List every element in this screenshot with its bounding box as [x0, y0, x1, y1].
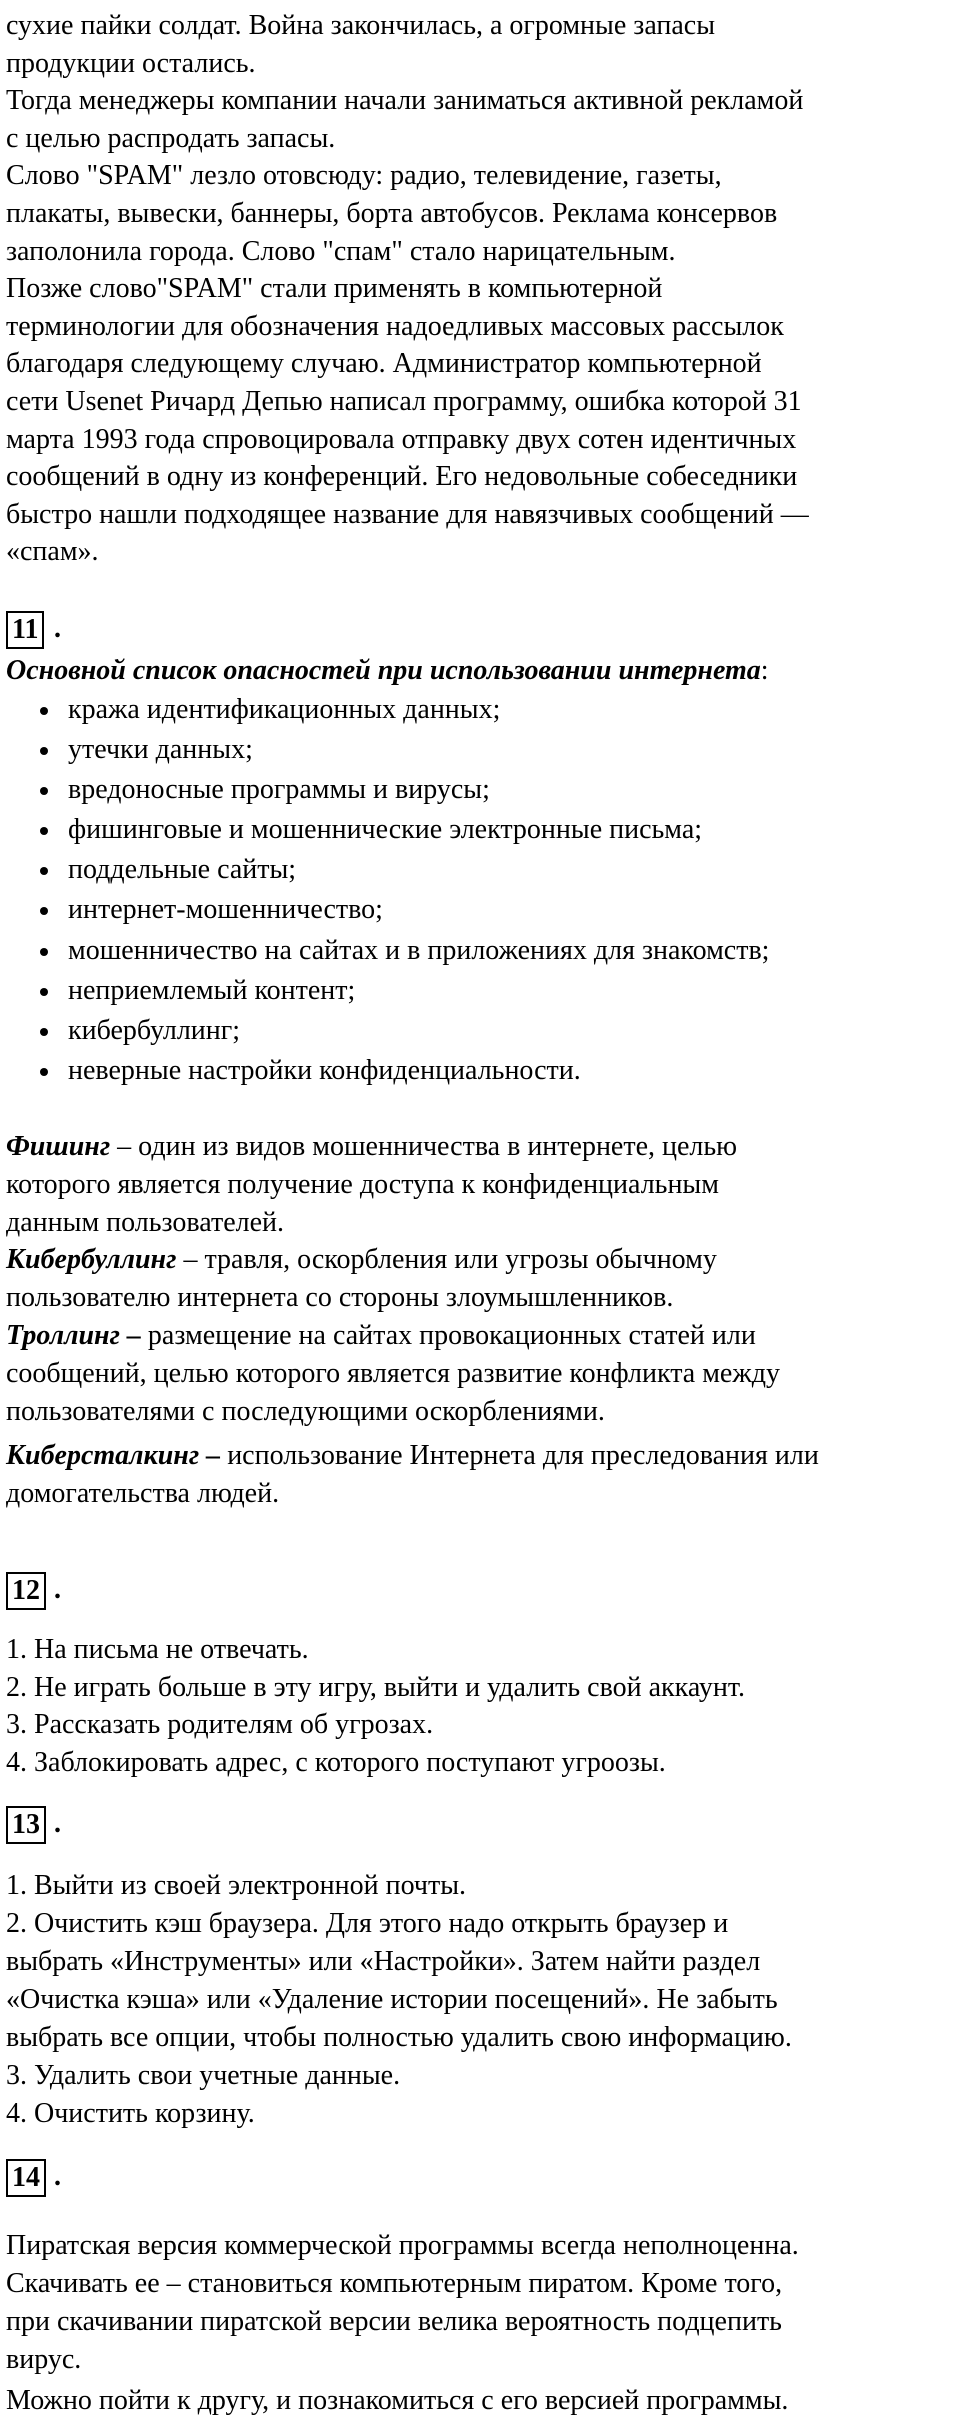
list-item: вредоносные программы и вирусы;: [0, 770, 769, 810]
text-line: 3. Удалить свои учетные данные.: [6, 2060, 401, 2091]
text-line: сети Usenet Ричард Депью написал программу, ошибка которой 31: [6, 385, 802, 417]
task-number-11: 11: [6, 611, 44, 649]
text-line: пользователями с последующими оскорблениями.: [6, 1395, 605, 1427]
term: Фишинг: [6, 1131, 111, 1162]
text-line: благодаря следующему случаю. Администратор компьютерной: [6, 348, 762, 380]
list-item: кибербуллинг;: [0, 1011, 769, 1051]
text-line: Пиратская версия коммерческой программы всегда неполноценна.: [6, 2230, 799, 2261]
term: Кибербуллинг: [6, 1244, 177, 1276]
definition-cyberstalking-block: [6, 1437, 960, 1513]
text-line: марта 1993 года спровоцировала отправку двух сотен идентичных: [6, 423, 797, 455]
text-line: домогательства людей.: [6, 1477, 280, 1509]
heading-colon: :: [760, 655, 769, 686]
list-item: поддельные сайты;: [0, 850, 769, 890]
text-line: заполонила города. Слово "спам" стало нарицательным.: [6, 235, 676, 267]
dangers-list: [0, 690, 769, 1091]
definition-phishing: [6, 1128, 960, 1166]
text-line: выбрать все опции, чтобы полностью удалить свою информацию.: [6, 2022, 792, 2053]
list-item: неверные настройки конфиденциальности.: [0, 1051, 769, 1091]
text-line: Можно пойти к другу, и познакомиться с его версией программы.: [6, 2385, 789, 2416]
text-line: сухие пайки солдат. Война закончилась, а огромные запасы: [6, 10, 716, 41]
definitions: [6, 1128, 960, 1430]
text-line: вирус.: [6, 2344, 82, 2375]
text-line: выбрать «Инструменты» или «Настройки». Затем найти раздел: [6, 1946, 761, 1977]
text-line: «спам».: [6, 536, 99, 568]
text-line: быстро нашли подходящее название для навязчивых сообщений —: [6, 498, 809, 530]
list-item: неприемлемый контент;: [0, 971, 769, 1011]
task-number-dot: .: [54, 1574, 61, 1605]
list-item: утечки данных;: [0, 730, 769, 770]
text-line: 2. Не играть больше в эту игру, выйти и удалить свой аккаунт.: [6, 1671, 745, 1703]
heading-text: Основной список опасностей при использовании интернета: [6, 655, 761, 686]
text-line: 4. Заблокировать адрес, с которого поступают угроозы.: [6, 1746, 666, 1778]
text-line: 4. Очистить корзину.: [6, 2098, 255, 2129]
task14-answer: [6, 2227, 960, 2420]
definition-cyberbullying: [6, 1241, 960, 1279]
list-item: кража идентификационных данных;: [0, 690, 769, 730]
task-number-13: 13: [6, 1806, 46, 1844]
intro-paragraph: [6, 7, 960, 571]
task-number-dot: .: [54, 1808, 61, 1839]
task12-answers: [6, 1631, 960, 1781]
list-item: интернет-мошенничество;: [0, 890, 769, 930]
text-line: 1. Выйти из своей электронной почты.: [6, 1870, 467, 1901]
definition-text: размещение на сайтах провокационных статей или: [140, 1319, 756, 1351]
definition-text: использование Интернета для преследования или: [220, 1440, 819, 1471]
task-number-dot: .: [54, 2161, 61, 2192]
text-line: продукции остались.: [6, 47, 256, 79]
list-item: мошенничество на сайтах и в приложениях для знакомств;: [0, 931, 769, 971]
text-line: сообщений в одну из конференций. Его недовольные собеседники: [6, 461, 798, 493]
text-line: Слово "SPAM" лезло отовсюду: радио, телевидение, газеты,: [6, 160, 722, 192]
definition-text: – один из видов мошенничества в интернете, целью: [110, 1131, 738, 1162]
text-line: данным пользователей.: [6, 1206, 285, 1238]
text-line: 1. На письма не отвечать.: [6, 1634, 309, 1665]
definition-trolling: [6, 1317, 960, 1355]
text-line: Скачивать ее – становиться компьютерным пиратом. Кроме того,: [6, 2268, 783, 2299]
task-number-14: 14: [6, 2159, 46, 2197]
text-line: 2. Очистить кэш браузера. Для этого надо открыть браузер и: [6, 1908, 729, 1939]
text-line: при скачивании пиратской версии велика вероятность подцепить: [6, 2306, 782, 2337]
text-line: с целью распродать запасы.: [6, 122, 336, 154]
text-line: которого является получение доступа к конфиденциальным: [6, 1168, 719, 1200]
text-line: сообщений, целью которого является развитие конфликта между: [6, 1357, 780, 1389]
term: Киберсталкинг –: [6, 1440, 221, 1471]
list-item: фишинговые и мошеннические электронные письма;: [0, 810, 769, 850]
text-line: Тогда менеджеры компании начали заниматься активной рекламой: [6, 85, 804, 117]
task13-answers: [6, 1867, 960, 2133]
text-line: «Очистка кэша» или «Удаление истории посещений». Не забыть: [6, 1984, 778, 2015]
text-line: Позже слово"SPAM" стали применять в компьютерной: [6, 273, 663, 305]
term: Троллинг –: [6, 1319, 141, 1351]
definition-text: – травля, оскорбления или угрозы обычному: [176, 1244, 717, 1276]
task-number-dot: .: [54, 613, 61, 644]
text-line: плакаты, вывески, баннеры, борта автобусов. Реклама консервов: [6, 197, 778, 229]
text-line: терминологии для обозначения надоедливых массовых рассылок: [6, 310, 784, 342]
definition-cyberstalking: [6, 1437, 960, 1475]
task11-heading: [6, 652, 960, 690]
task-number-12: 12: [6, 1572, 46, 1610]
text-line: 3. Рассказать родителям об угрозах.: [6, 1709, 434, 1740]
text-line: пользователю интернета со стороны злоумышленников.: [6, 1282, 674, 1314]
